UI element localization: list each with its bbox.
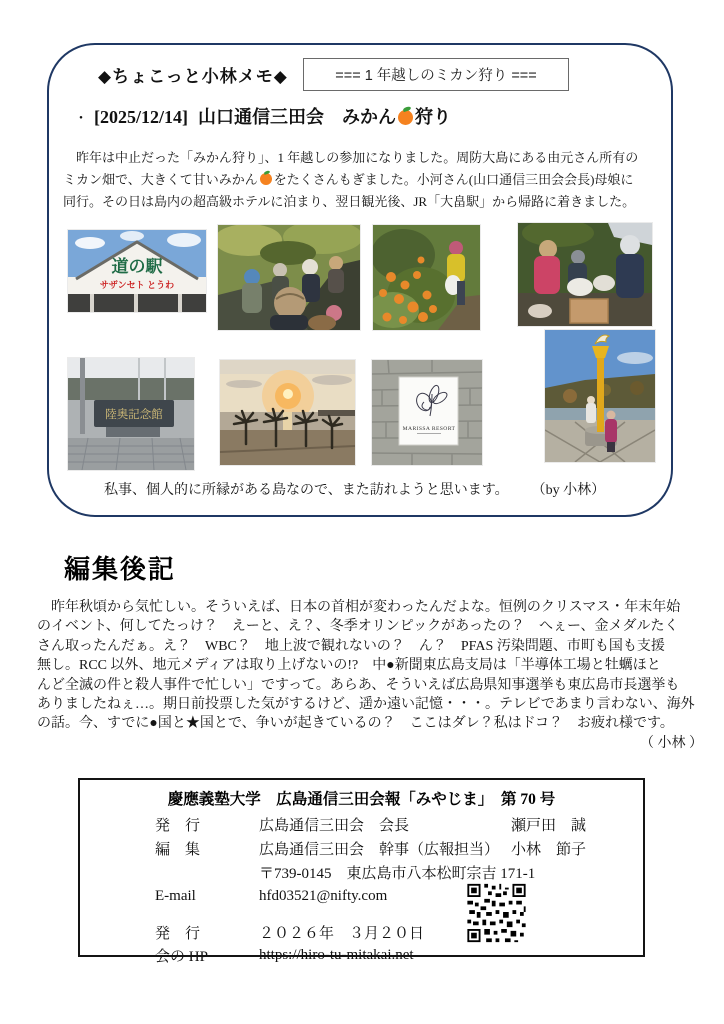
row-label: 発 行: [155, 817, 201, 834]
memo-body-line1: 昨年は中止だった「みかん狩り」、1 年越しの参加になりました。周防大島にある由元さん所有の: [63, 150, 639, 165]
colophon-rows: [80, 812, 643, 967]
photo-mikan-tree: [373, 225, 480, 330]
title-suffix: 狩り: [415, 107, 451, 127]
colophon-row-pubdate: [155, 921, 643, 944]
photo-monument: [545, 330, 655, 462]
memo-body-line2b: をたくさんもぎました。小河さん(山口通信三田会会長)母娘に: [273, 172, 634, 187]
title-main: 山口通信三田会 みかん: [198, 107, 396, 127]
memo-subtitle-box: [303, 58, 569, 91]
photo-sunset-beach: [220, 360, 355, 465]
colophon-row-editor: [155, 836, 643, 860]
row-value: 〒739-0145 東広島市八本松町宗吉 171-1: [259, 865, 536, 882]
colophon-row-website: [155, 944, 643, 967]
row-label: E-mail: [155, 887, 196, 904]
editorial-line: の話。今、すでに●国と★国とで、争いが起きているの？ ここはダレ？私はドコ？ お疲れ様です。: [37, 716, 674, 732]
memo-caption: [104, 479, 605, 499]
memo-header: ◆ちょこっと小林メモ◆: [98, 67, 288, 86]
row-value: 広島通信三田会 幹事（広報担当）: [259, 841, 500, 858]
colophon-title: 慶應義塾大学 広島通信三田会報「みやじま」 第 70 号: [167, 791, 556, 808]
row-label: 発 行: [155, 926, 201, 942]
mutsu-sign-text: 陸奥記念館: [105, 409, 163, 421]
editorial-line: のイベント、何してたっけ？ えーと、え？、冬季オリンピックがあったの？ へぇー、金メダルたく: [37, 619, 679, 635]
editorial-line: 無し。RCC 以外、地元メディアは取り上げないの!? 中●新聞東広島支局は「半導体工場と牡蠣ほと: [37, 658, 661, 674]
photo-marissa-resort: [372, 360, 482, 465]
title-bullet: ・: [74, 112, 88, 127]
marissa-sign-text: MARISSA RESORT: [402, 426, 456, 432]
photo-mutsu-memorial: [68, 358, 194, 470]
colophon-row-publisher: [155, 812, 643, 836]
mikan-icon: [260, 173, 272, 185]
photo-michinoeki: [68, 230, 206, 312]
editorial-line: さん取ったんだぁ。え？ WBC？ 地上波で観れないの？ ん？ PFAS 汚染問題、市町も国も支援: [37, 638, 665, 654]
email-link[interactable]: hfd03521@nifty.com: [259, 887, 388, 904]
title-date: [2025/12/14]: [94, 107, 188, 127]
editorial-signature: （ 小林 ）: [640, 735, 703, 751]
row-label: 会の HP: [155, 949, 208, 965]
editorial-body: [37, 598, 703, 753]
editorial-line: ありましたねぇ…。期日前投票した気がするけど、遥か遠い記憶・・・。テレビであまり言わない、海外: [37, 697, 695, 713]
editorial-heading: 編集後記: [64, 554, 177, 584]
memo-title: [74, 103, 451, 129]
website-link[interactable]: https://hiro-tu-mitakai.net: [259, 947, 414, 963]
memo-body-line2: [63, 169, 663, 191]
colophon-row-email: [155, 884, 643, 908]
photo-harvest-boxes: [518, 223, 652, 326]
row-label: 編 集: [155, 841, 201, 858]
colophon-row-address: [155, 860, 643, 884]
michinoeki-sign-text: 道の駅: [111, 257, 163, 276]
colophon-box: [78, 778, 645, 965]
caption-text: 私事、個人的に所縁がある島なので、また訪れようと思います。: [104, 483, 509, 498]
caption-by: （by 小林）: [538, 483, 606, 498]
michinoeki-sub-text: サザンセト とうわ: [99, 280, 175, 290]
qr-code: [464, 882, 529, 944]
editorial-line: んど全滅の件と殺人事件で忙しい」ですって。あらあ、そういえば広島県知事選挙も東広島市長選挙も: [37, 677, 680, 693]
row-extra: 瀬戸田 誠: [511, 817, 587, 834]
memo-subtitle-text: === 1 年越しのミカン狩り ===: [335, 68, 537, 84]
row-extra: 小林 節子: [511, 841, 587, 858]
memo-body-line2a: ミカン畑で、大きくて甘いみかん: [63, 172, 258, 187]
memo-body: [63, 147, 663, 213]
row-value: 広島通信三田会 会長: [259, 817, 410, 834]
memo-body-line3: 同行。その日は島内の超高級ホテルに泊まり、翌日観光後、JR「大畠駅」から帰路に着きました。: [63, 194, 636, 209]
mikan-icon: [398, 110, 413, 125]
editorial-line: 昨年秋頃から気忙しい。そういえば、日本の首相が変わったんだよな。恒例のクリスマス・年末年始: [37, 600, 681, 615]
row-value: ２０２６年 ３月２０日: [259, 926, 425, 942]
photo-orchard-group: [218, 225, 360, 330]
